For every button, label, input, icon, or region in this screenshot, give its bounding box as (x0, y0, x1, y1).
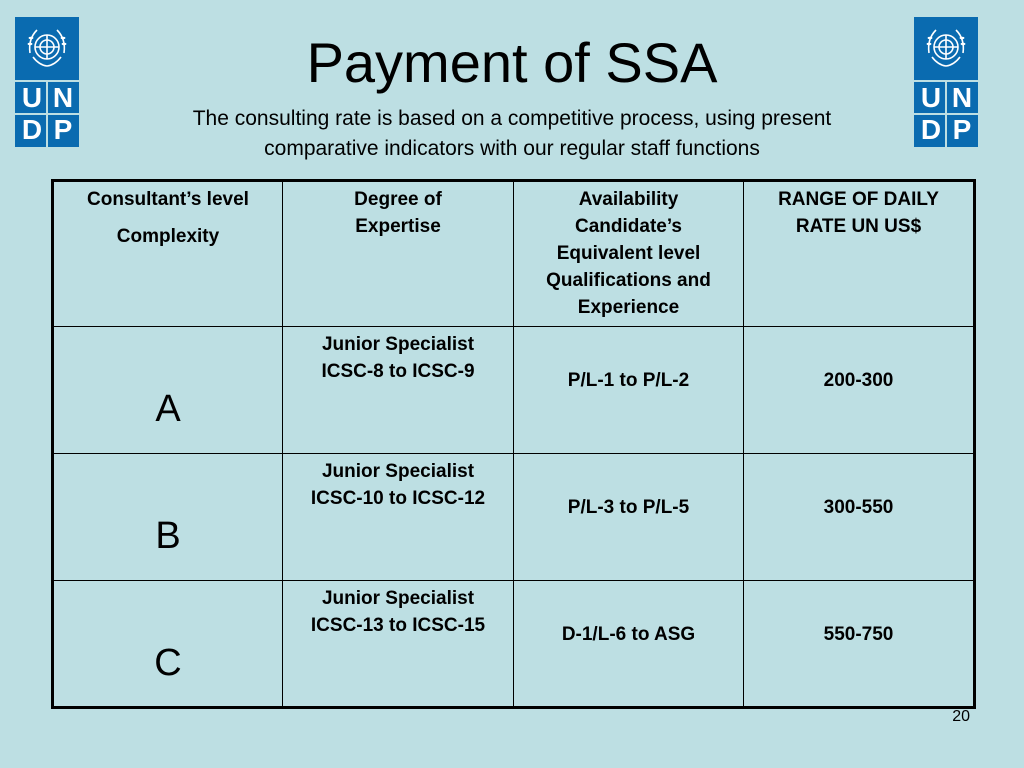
header-daily-rate-range (744, 181, 975, 327)
cell-text: ICSC-8 to ICSC-9 (321, 361, 475, 382)
cell-text: ICSC-13 to ICSC-15 (310, 615, 486, 636)
header-text: Expertise (355, 216, 441, 237)
cell-grade (53, 327, 283, 454)
cell-grade (53, 454, 283, 581)
logo-letter: N (52, 82, 74, 113)
cell-equivalent (514, 327, 744, 454)
table-header-row (53, 181, 975, 327)
cell-text: D-1/L-6 to ASG (561, 624, 696, 645)
cell-text: Junior Specialist (321, 334, 475, 355)
table-row (53, 581, 975, 708)
header-consultant-level (53, 181, 283, 327)
header-availability (514, 181, 744, 327)
subtitle-line: comparative indicators with our regular staff functions (264, 137, 760, 160)
logo-letter: P (53, 114, 73, 145)
cell-equivalent (514, 454, 744, 581)
cell-range (744, 454, 975, 581)
cell-text: 200-300 (823, 370, 894, 391)
grade-label: A (155, 388, 181, 430)
cell-expertise (283, 581, 514, 708)
cell-text: P/L-3 to P/L-5 (567, 497, 690, 518)
header-text: Degree of (354, 189, 442, 210)
header-text: Complexity (116, 226, 220, 247)
cell-text: ICSC-10 to ICSC-12 (310, 488, 486, 509)
slide-title: Payment of SSA (306, 31, 718, 94)
cell-grade (53, 581, 283, 708)
header-text: Availability (578, 189, 679, 210)
cell-text: P/L-1 to P/L-2 (567, 370, 690, 391)
subtitle-line: The consulting rate is based on a competitive process, using present (192, 107, 832, 130)
header-text: RANGE OF DAILY (778, 189, 939, 210)
header-text: Candidate’s (575, 216, 682, 237)
table-row (53, 454, 975, 581)
slide-subtitle (100, 104, 924, 164)
cell-range (744, 581, 975, 708)
logo-letter: U (920, 82, 942, 113)
table-row (53, 327, 975, 454)
header-text: RATE UN US$ (795, 216, 922, 237)
header-degree-of-expertise (283, 181, 514, 327)
header-text: Consultant’s level (87, 189, 249, 210)
grade-label: B (155, 515, 181, 557)
cell-range (744, 327, 975, 454)
header-text: Experience (577, 297, 680, 318)
cell-expertise (283, 454, 514, 581)
cell-expertise (283, 327, 514, 454)
logo-letter: P (952, 114, 972, 145)
rate-table (51, 179, 976, 709)
cell-text: 550-750 (823, 624, 894, 645)
cell-text: Junior Specialist (321, 461, 475, 482)
cell-text: Junior Specialist (321, 588, 475, 609)
logo-letter: N (951, 82, 973, 113)
header-text: Equivalent level (556, 243, 701, 264)
logo-letter: U (21, 82, 43, 113)
grade-label: C (154, 642, 182, 684)
logo-letter: D (21, 114, 43, 145)
header-text: Qualifications and (546, 270, 711, 291)
cell-text: 300-550 (823, 497, 894, 518)
page-number: 20 (952, 708, 970, 725)
logo-letter: D (920, 114, 942, 145)
cell-equivalent (514, 581, 744, 708)
